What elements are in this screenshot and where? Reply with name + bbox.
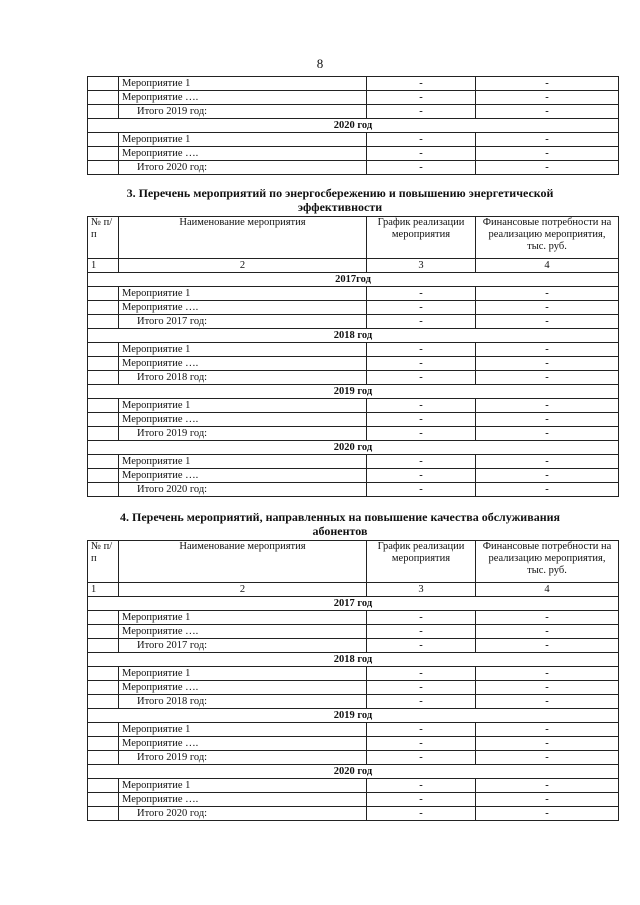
total-row [88, 315, 619, 329]
year-row [88, 441, 619, 455]
section-3-title-line1: 3. Перечень мероприятий по энергосбережению и повышению энергетической [126, 186, 554, 200]
schedule-value: - [367, 611, 476, 625]
section-3-table-body [88, 273, 619, 497]
year-row [88, 329, 619, 343]
finance-value: - [476, 723, 619, 737]
table-row [88, 681, 619, 695]
schedule-value: - [367, 639, 476, 653]
year-row [88, 653, 619, 667]
row-number [88, 681, 119, 695]
schedule-value: - [367, 287, 476, 301]
table-row [88, 723, 619, 737]
activity-name: Мероприятие 1 [119, 611, 367, 625]
row-number [88, 315, 119, 329]
activity-name: Мероприятие …. [119, 357, 367, 371]
year-label: 2018 год [88, 653, 619, 667]
row-number [88, 807, 119, 821]
total-label: Итого 2018 год: [119, 695, 367, 709]
year-row [88, 273, 619, 287]
row-number [88, 483, 119, 497]
table-row [88, 625, 619, 639]
row-number [88, 105, 119, 119]
finance-value: - [476, 343, 619, 357]
header-no: № п/п [88, 541, 119, 583]
finance-value: - [476, 301, 619, 315]
year-row [88, 765, 619, 779]
total-row [88, 751, 619, 765]
total-label: Итого 2020 год: [119, 161, 367, 175]
activity-name: Мероприятие …. [119, 625, 367, 639]
row-number [88, 695, 119, 709]
table-row [88, 133, 619, 147]
row-number [88, 77, 119, 91]
col-number-2: 2 [119, 583, 367, 597]
table-row [88, 301, 619, 315]
schedule-value: - [367, 161, 476, 175]
col-number-2: 2 [119, 259, 367, 273]
finance-value: - [476, 681, 619, 695]
header-no: № п/п [88, 217, 119, 259]
row-number [88, 793, 119, 807]
table-row [88, 91, 619, 105]
activity-name: Мероприятие …. [119, 301, 367, 315]
row-number [88, 751, 119, 765]
top-table [87, 76, 619, 175]
table-row [88, 779, 619, 793]
table-row [88, 287, 619, 301]
col-number-3: 3 [367, 259, 476, 273]
total-row [88, 427, 619, 441]
table-row [88, 357, 619, 371]
header-schedule: График реализации мероприятия [367, 217, 476, 259]
total-row [88, 807, 619, 821]
finance-value: - [476, 77, 619, 91]
finance-value: - [476, 639, 619, 653]
table-row [88, 793, 619, 807]
activity-name: Мероприятие …. [119, 413, 367, 427]
finance-value: - [476, 105, 619, 119]
total-label: Итого 2020 год: [119, 807, 367, 821]
top-table-body [88, 77, 619, 175]
page-number: 8 [316, 56, 324, 71]
row-number [88, 301, 119, 315]
total-label: Итого 2017 год: [119, 639, 367, 653]
row-number [88, 343, 119, 357]
row-number [88, 133, 119, 147]
header-finance: Финансовые потребности на реализацию мероприятия, тыс. руб. [476, 541, 619, 583]
schedule-value: - [367, 667, 476, 681]
activity-name: Мероприятие 1 [119, 287, 367, 301]
activity-name: Мероприятие 1 [119, 779, 367, 793]
finance-value: - [476, 455, 619, 469]
schedule-value: - [367, 91, 476, 105]
activity-name: Мероприятие 1 [119, 455, 367, 469]
year-row [88, 385, 619, 399]
row-number [88, 427, 119, 441]
row-number [88, 413, 119, 427]
year-row [88, 119, 619, 133]
year-label: 2017 год [88, 597, 619, 611]
row-number [88, 723, 119, 737]
row-number [88, 399, 119, 413]
header-finance: Финансовые потребности на реализацию мероприятия, тыс. руб. [476, 217, 619, 259]
schedule-value: - [367, 807, 476, 821]
section-4-title-line2: абонентов [312, 524, 368, 538]
total-row [88, 483, 619, 497]
row-number [88, 147, 119, 161]
table-row [88, 455, 619, 469]
schedule-value: - [367, 147, 476, 161]
schedule-value: - [367, 483, 476, 497]
finance-value: - [476, 611, 619, 625]
activity-name: Мероприятие 1 [119, 723, 367, 737]
year-label: 2018 год [88, 329, 619, 343]
schedule-value: - [367, 301, 476, 315]
row-number [88, 779, 119, 793]
activity-name: Мероприятие 1 [119, 77, 367, 91]
header-schedule: График реализации мероприятия [367, 541, 476, 583]
year-label: 2020 год [88, 765, 619, 779]
schedule-value: - [367, 681, 476, 695]
table-row [88, 667, 619, 681]
year-label: 2019 год [88, 385, 619, 399]
schedule-value: - [367, 469, 476, 483]
total-label: Итого 2017 год: [119, 315, 367, 329]
finance-value: - [476, 91, 619, 105]
finance-value: - [476, 427, 619, 441]
activity-name: Мероприятие …. [119, 737, 367, 751]
total-row [88, 105, 619, 119]
schedule-value: - [367, 315, 476, 329]
finance-value: - [476, 371, 619, 385]
schedule-value: - [367, 371, 476, 385]
finance-value: - [476, 483, 619, 497]
finance-value: - [476, 667, 619, 681]
row-number [88, 455, 119, 469]
finance-value: - [476, 695, 619, 709]
schedule-value: - [367, 343, 476, 357]
section-3-title [80, 186, 600, 214]
table-row [88, 737, 619, 751]
col-number-1: 1 [88, 259, 119, 273]
activity-name: Мероприятие 1 [119, 399, 367, 413]
total-label: Итого 2020 год: [119, 483, 367, 497]
finance-value: - [476, 779, 619, 793]
activity-name: Мероприятие …. [119, 681, 367, 695]
row-number [88, 639, 119, 653]
activity-name: Мероприятие 1 [119, 343, 367, 357]
header-name: Наименование мероприятия [119, 217, 367, 259]
finance-value: - [476, 133, 619, 147]
row-number [88, 737, 119, 751]
activity-name: Мероприятие 1 [119, 133, 367, 147]
year-label: 2019 год [88, 709, 619, 723]
section-3-title-line2: эффективности [297, 200, 383, 214]
table-row [88, 611, 619, 625]
finance-value: - [476, 751, 619, 765]
table-row [88, 343, 619, 357]
schedule-value: - [367, 413, 476, 427]
finance-value: - [476, 793, 619, 807]
section-4-title [80, 510, 600, 538]
total-label: Итого 2019 год: [119, 105, 367, 119]
finance-value: - [476, 147, 619, 161]
row-number [88, 371, 119, 385]
schedule-value: - [367, 695, 476, 709]
year-row [88, 709, 619, 723]
total-row [88, 639, 619, 653]
schedule-value: - [367, 723, 476, 737]
activity-name: Мероприятие …. [119, 91, 367, 105]
total-label: Итого 2019 год: [119, 427, 367, 441]
row-number [88, 469, 119, 483]
finance-value: - [476, 399, 619, 413]
row-number [88, 667, 119, 681]
schedule-value: - [367, 105, 476, 119]
col-number-1: 1 [88, 583, 119, 597]
finance-value: - [476, 625, 619, 639]
finance-value: - [476, 737, 619, 751]
year-row [88, 597, 619, 611]
schedule-value: - [367, 357, 476, 371]
table-row [88, 399, 619, 413]
total-row [88, 695, 619, 709]
finance-value: - [476, 469, 619, 483]
schedule-value: - [367, 793, 476, 807]
row-number [88, 91, 119, 105]
schedule-value: - [367, 751, 476, 765]
activity-name: Мероприятие …. [119, 147, 367, 161]
schedule-value: - [367, 625, 476, 639]
section-3-table [87, 216, 619, 497]
total-label: Итого 2018 год: [119, 371, 367, 385]
header-name: Наименование мероприятия [119, 541, 367, 583]
finance-value: - [476, 413, 619, 427]
row-number [88, 161, 119, 175]
col-number-3: 3 [367, 583, 476, 597]
schedule-value: - [367, 737, 476, 751]
schedule-value: - [367, 77, 476, 91]
finance-value: - [476, 287, 619, 301]
row-number [88, 287, 119, 301]
schedule-value: - [367, 779, 476, 793]
activity-name: Мероприятие …. [119, 793, 367, 807]
year-label: 2020 год [88, 119, 619, 133]
row-number [88, 625, 119, 639]
col-number-4: 4 [476, 583, 619, 597]
finance-value: - [476, 357, 619, 371]
total-row [88, 371, 619, 385]
section-4-table-body [88, 597, 619, 821]
total-label: Итого 2019 год: [119, 751, 367, 765]
year-label: 2020 год [88, 441, 619, 455]
table-row [88, 77, 619, 91]
section-4-table [87, 540, 619, 821]
finance-value: - [476, 315, 619, 329]
year-label: 2017год [88, 273, 619, 287]
activity-name: Мероприятие …. [119, 469, 367, 483]
schedule-value: - [367, 455, 476, 469]
table-row [88, 469, 619, 483]
total-row [88, 161, 619, 175]
schedule-value: - [367, 399, 476, 413]
row-number [88, 357, 119, 371]
col-number-4: 4 [476, 259, 619, 273]
activity-name: Мероприятие 1 [119, 667, 367, 681]
finance-value: - [476, 807, 619, 821]
table-row [88, 413, 619, 427]
schedule-value: - [367, 133, 476, 147]
finance-value: - [476, 161, 619, 175]
row-number [88, 611, 119, 625]
schedule-value: - [367, 427, 476, 441]
section-4-title-line1: 4. Перечень мероприятий, направленных на повышение качества обслуживания [119, 510, 561, 524]
table-row [88, 147, 619, 161]
